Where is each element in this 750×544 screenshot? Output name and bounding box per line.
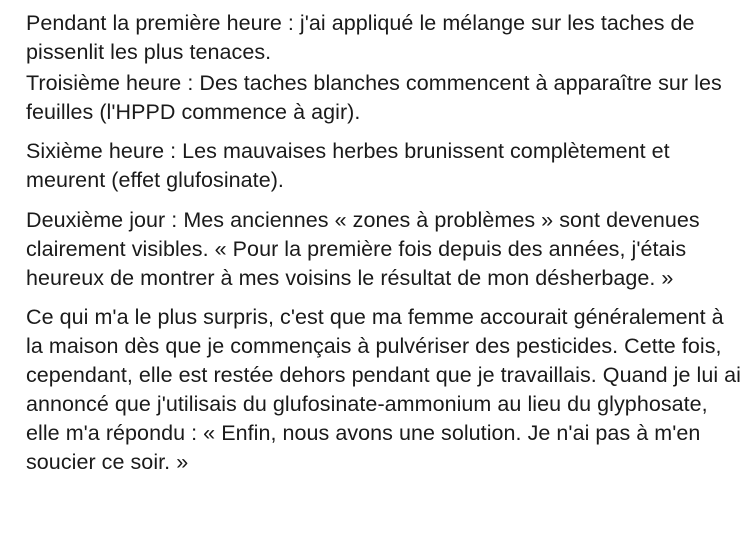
paragraph-sixth-hour: Sixième heure : Les mauvaises herbes brunissent complètement et meurent (effet glufosinate). bbox=[26, 139, 670, 192]
paragraph-first-hour: Pendant la première heure : j'ai appliqué le mélange sur les taches de pissenlit les plus tenaces. bbox=[26, 11, 695, 64]
paragraph-second-day: Deuxième jour : Mes anciennes « zones à problèmes » sont devenues clairement visibles. « Pour la première fois depuis des années, j'étais heureux de montrer à mes voisins le résultat de mon désherbage. » bbox=[26, 208, 700, 290]
document-body bbox=[26, 0, 741, 477]
paragraph-conclusion: Ce qui m'a le plus surpris, c'est que ma femme accourait généralement à la maison dès que je commençais à pulvériser des pesticides. Cette fois, cependant, elle est restée dehors pendant que je travaillais. Quand je lui ai annoncé que j'utilisais du glufosinate-ammonium au lieu du glyphosate, elle m'a répondu : « Enfin, nous avons une solution. Je n'ai pas à m'en soucier ce soir. » bbox=[26, 305, 742, 474]
paragraph-third-hour: Troisième heure : Des taches blanches commencent à apparaître sur les feuilles (l'HPPD commence à agir). bbox=[26, 71, 722, 124]
